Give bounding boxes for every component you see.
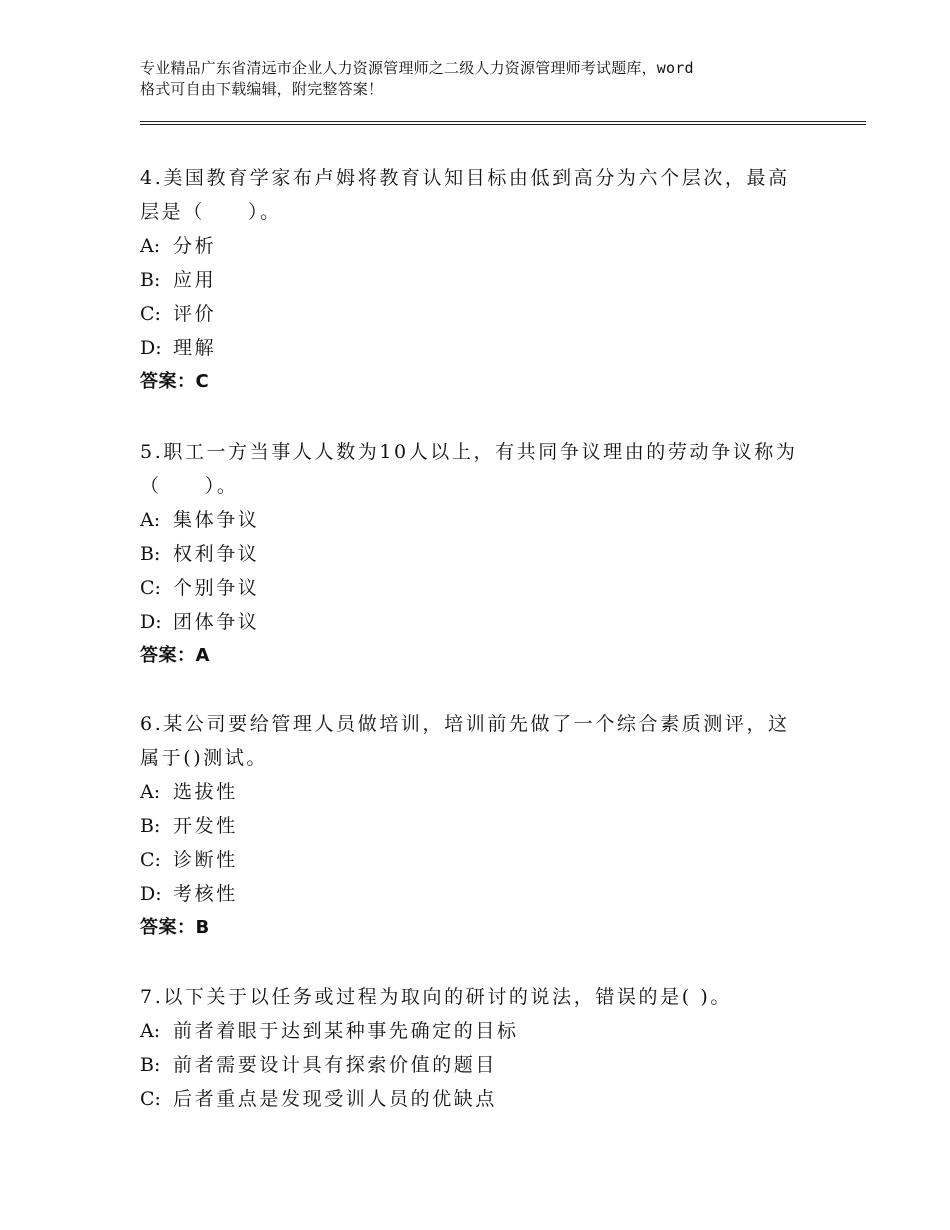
question-stem-line: （ ）。 [140,475,239,497]
option-d: D: 理解 [140,337,217,359]
question-stem-line: 6.某公司要给管理人员做培训，培训前先做了一个综合素质测评，这 [140,713,790,735]
question-stem-line: 属于()测试。 [140,747,269,769]
answer-label: 答案：C [140,371,210,392]
answer-label: 答案：A [140,645,210,666]
option-d: D: 考核性 [140,883,238,905]
option-b: B: 权利争议 [140,543,260,565]
question-stem-line: 5.职工一方当事人人数为10人以上，有共同争议理由的劳动争议称为 [140,441,798,463]
question-7 [140,980,820,1116]
question-6 [140,707,820,945]
option-b: B: 前者需要设计具有探索价值的题目 [140,1054,498,1076]
option-a: A: 选拔性 [140,781,238,803]
option-d: D: 团体争议 [140,611,260,633]
header-line-2: 格式可自由下载编辑，附完整答案！ [140,80,384,98]
header-line-1: 专业精品广东省清远市企业人力资源管理师之二级人力资源管理师考试题库，word [140,59,694,77]
question-5 [140,435,820,673]
header-divider-bottom [140,124,866,125]
option-a: A: 前者着眼于达到某种事先确定的目标 [140,1020,519,1042]
option-c: C: 后者重点是发现受训人员的优缺点 [140,1088,498,1110]
option-b: B: 开发性 [140,815,238,837]
header-divider-top [140,121,866,122]
option-c: C: 诊断性 [140,849,238,871]
question-4 [140,161,820,399]
option-c: C: 个别争议 [140,577,260,599]
question-stem-line: 4.美国教育学家布卢姆将教育认知目标由低到高分为六个层次，最高 [140,167,790,189]
question-stem-line: 7.以下关于以任务或过程为取向的研讨的说法，错误的是( )。 [140,986,732,1008]
answer-label: 答案：B [140,917,210,938]
document-header [140,58,830,100]
option-a: A: 集体争议 [140,509,260,531]
option-b: B: 应用 [140,269,217,291]
option-a: A: 分析 [140,235,217,257]
question-stem-line: 层是（ ）。 [140,201,282,223]
option-c: C: 评价 [140,303,217,325]
